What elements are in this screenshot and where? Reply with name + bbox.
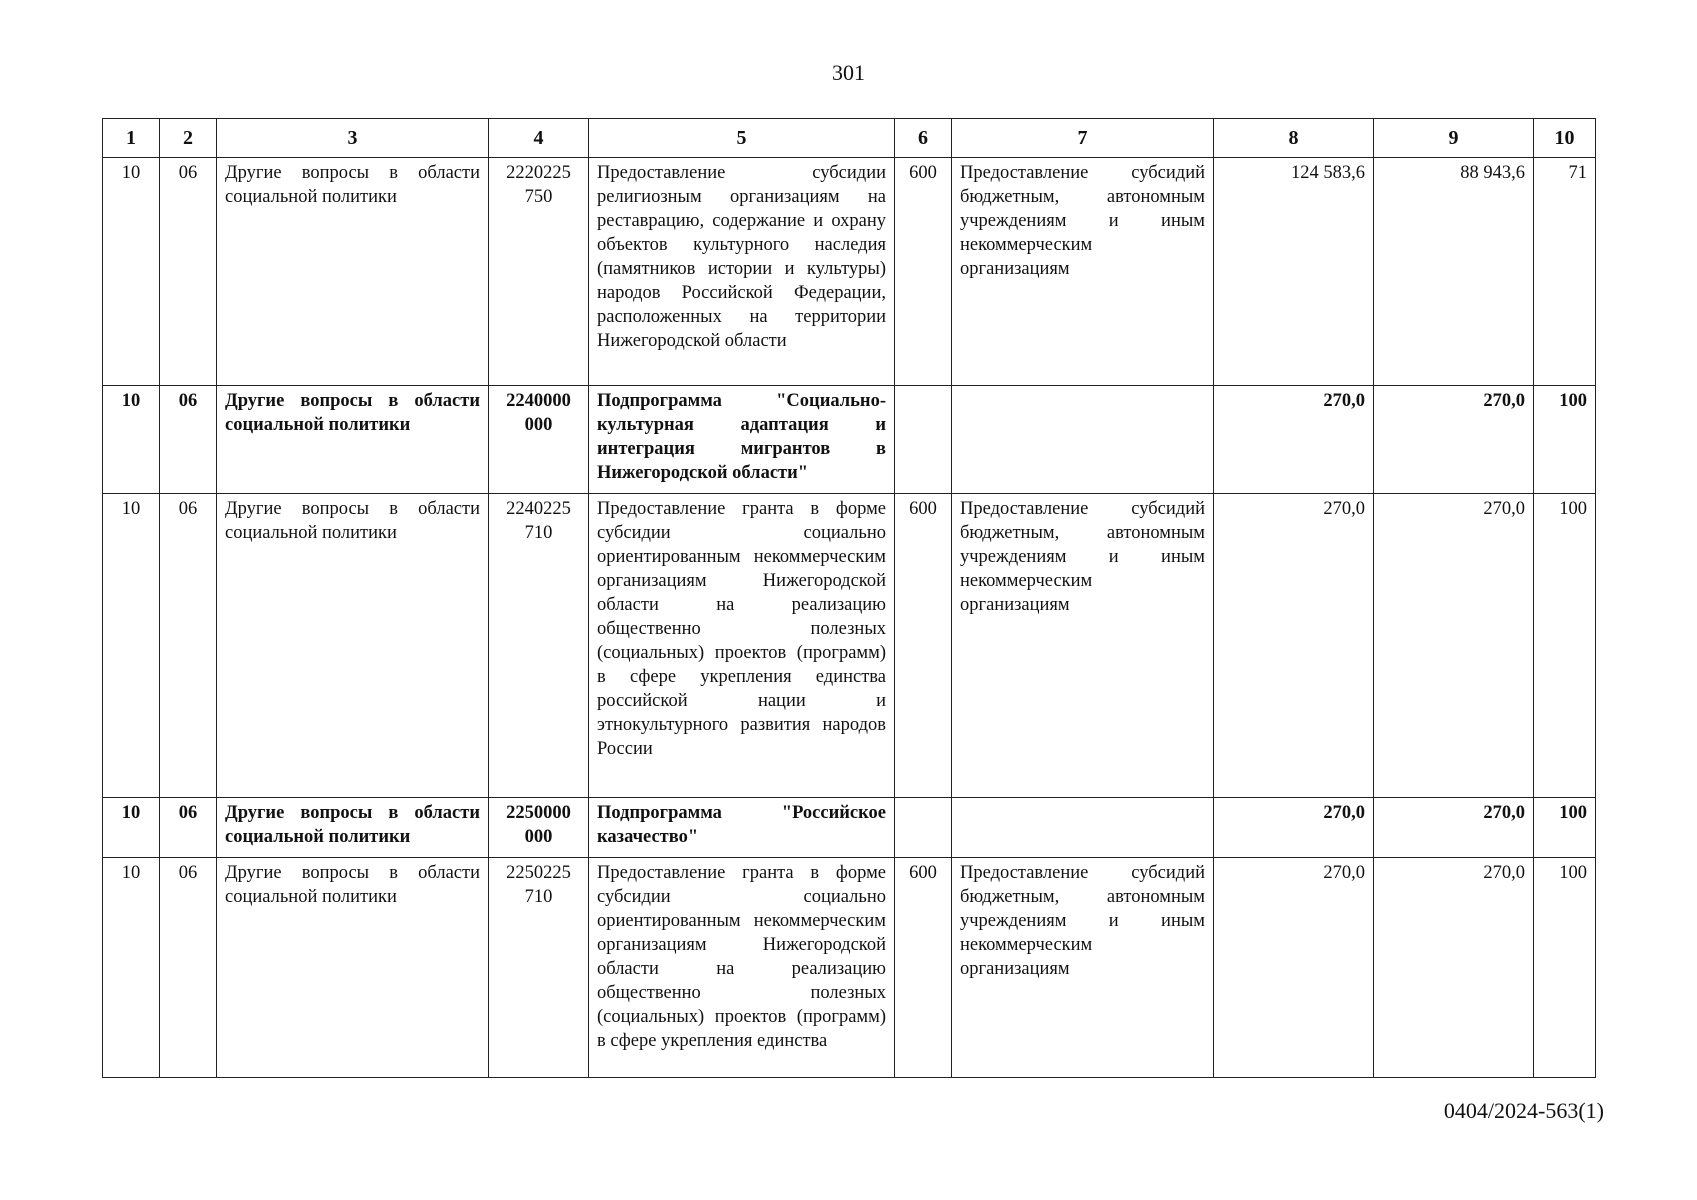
section-name: Другие вопросы в области социальной политики: [217, 858, 489, 1078]
execution-percent: 100: [1534, 386, 1596, 494]
executed-amount: 270,0: [1374, 798, 1534, 858]
target-article-name: Предоставление гранта в форме субсидии социально ориентированным некоммерческим организациям Нижегородской области на реализацию общественно полезных (социальных) проектов (программ) в сфере укрепления единства: [589, 858, 895, 1078]
section-code: 10: [103, 158, 160, 386]
table-row: [103, 386, 1596, 494]
target-article-code: 2220225 750: [489, 158, 589, 386]
section-code: 10: [103, 798, 160, 858]
planned-amount: 124 583,6: [1214, 158, 1374, 386]
target-article-name: Подпрограмма "Социально-культурная адаптация и интеграция мигрантов в Нижегородской области": [589, 386, 895, 494]
budget-table: [102, 118, 1596, 1078]
expense-type-name: Предоставление субсидий бюджетным, автономным учреждениям и иным некоммерческим организациям: [952, 858, 1214, 1078]
section-code: 10: [103, 494, 160, 798]
target-article-code: 2250225 710: [489, 858, 589, 1078]
planned-amount: 270,0: [1214, 858, 1374, 1078]
section-name: Другие вопросы в области социальной политики: [217, 386, 489, 494]
subsection-code: 06: [160, 158, 217, 386]
subsection-code: 06: [160, 858, 217, 1078]
planned-amount: 270,0: [1214, 386, 1374, 494]
expense-type-code: 600: [895, 494, 952, 798]
executed-amount: 270,0: [1374, 858, 1534, 1078]
column-header: 9: [1374, 119, 1534, 158]
section-code: 10: [103, 386, 160, 494]
executed-amount: 88 943,6: [1374, 158, 1534, 386]
column-header: 1: [103, 119, 160, 158]
target-article-code: 2250000 000: [489, 798, 589, 858]
expense-type-name: [952, 798, 1214, 858]
expense-type-code: [895, 386, 952, 494]
subsection-code: 06: [160, 386, 217, 494]
column-header: 4: [489, 119, 589, 158]
target-article-name: Предоставление гранта в форме субсидии социально ориентированным некоммерческим организациям Нижегородской области на реализацию общественно полезных (социальных) проектов (программ) в сфере укрепления единства российской нации и этнокультурного развития народов России: [589, 494, 895, 798]
section-name: Другие вопросы в области социальной политики: [217, 798, 489, 858]
expense-type-code: 600: [895, 858, 952, 1078]
table-row: [103, 858, 1596, 1078]
column-header: 6: [895, 119, 952, 158]
executed-amount: 270,0: [1374, 494, 1534, 798]
expense-type-code: [895, 798, 952, 858]
execution-percent: 100: [1534, 858, 1596, 1078]
subsection-code: 06: [160, 494, 217, 798]
expense-type-name: [952, 386, 1214, 494]
subsection-code: 06: [160, 798, 217, 858]
target-article-name: Подпрограмма "Российское казачество": [589, 798, 895, 858]
execution-percent: 71: [1534, 158, 1596, 386]
column-header: 5: [589, 119, 895, 158]
planned-amount: 270,0: [1214, 798, 1374, 858]
section-name: Другие вопросы в области социальной политики: [217, 494, 489, 798]
expense-type-code: 600: [895, 158, 952, 386]
target-article-code: 2240000 000: [489, 386, 589, 494]
expense-type-name: Предоставление субсидий бюджетным, автономным учреждениям и иным некоммерческим организациям: [952, 158, 1214, 386]
table-row: [103, 158, 1596, 386]
column-header: 8: [1214, 119, 1374, 158]
table-header-row: [103, 119, 1596, 158]
table-row: [103, 798, 1596, 858]
column-header: 2: [160, 119, 217, 158]
column-header: 3: [217, 119, 489, 158]
section-code: 10: [103, 858, 160, 1078]
section-name: Другие вопросы в области социальной политики: [217, 158, 489, 386]
document-code: 0404/2024-563(1): [1443, 1098, 1604, 1123]
page-number: 301: [832, 60, 865, 85]
target-article-code: 2240225 710: [489, 494, 589, 798]
target-article-name: Предоставление субсидии религиозным организациям на реставрацию, содержание и охрану объектов культурного наследия (памятников истории и культуры) народов Российской Федерации, расположенных на территории Нижегородской области: [589, 158, 895, 386]
column-header: 10: [1534, 119, 1596, 158]
execution-percent: 100: [1534, 798, 1596, 858]
expense-type-name: Предоставление субсидий бюджетным, автономным учреждениям и иным некоммерческим организациям: [952, 494, 1214, 798]
executed-amount: 270,0: [1374, 386, 1534, 494]
planned-amount: 270,0: [1214, 494, 1374, 798]
column-header: 7: [952, 119, 1214, 158]
table-row: [103, 494, 1596, 798]
execution-percent: 100: [1534, 494, 1596, 798]
